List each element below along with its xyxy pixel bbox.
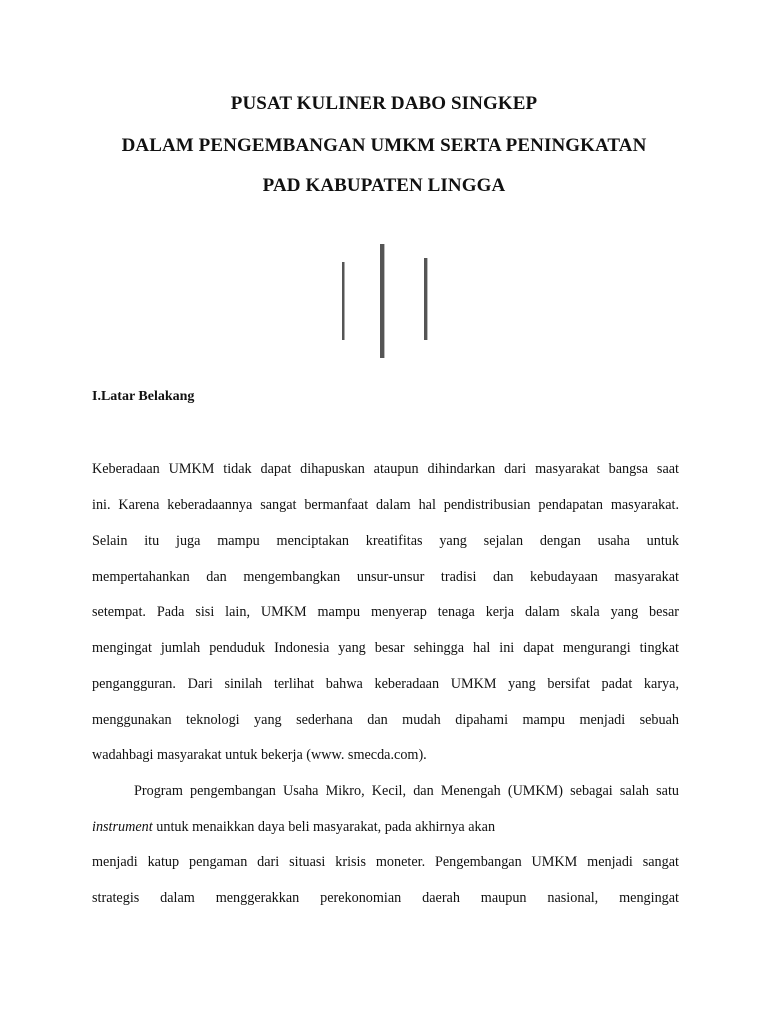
emblem-bar-center (380, 244, 384, 358)
emblem-bar-right-highlight (427, 258, 428, 340)
paragraph-line: pengangguran. Dari sinilah terlihat bahwa keberadaan UMKM yang bersifat padat karya, (92, 676, 679, 692)
paragraph-line: mengingat jumlah penduduk Indonesia yang besar sehingga hal ini dapat mengurangi tingkat (92, 640, 679, 656)
paragraph-line (92, 819, 679, 835)
emblem-bar-center-highlight (384, 244, 385, 358)
paragraph-line: wadahbagi masyarakat untuk bekerja (www. smecda.com). (92, 747, 427, 763)
paragraph-line: ini. Karena keberadaannya sangat bermanfaat dalam hal pendistribusian pendapatan masyarakat. (92, 497, 679, 513)
paragraph-line: mempertahankan dan mengembangkan unsur-unsur tradisi dan kebudayaan masyarakat (92, 569, 679, 585)
title-line-1: PUSAT KULINER DABO SINGKEP (230, 93, 538, 114)
paragraph-line: Program pengembangan Usaha Mikro, Kecil, dan Menengah (UMKM) sebagai salah satu (134, 783, 679, 799)
line-text: untuk menaikkan daya beli masyarakat, pada akhirnya akan (152, 819, 496, 835)
paragraph-line: setempat. Pada sisi lain, UMKM mampu menyerap tenaga kerja dalam skala yang besar (92, 604, 679, 620)
paragraph-line: menggunakan teknologi yang sederhana dan mudah dipahami mampu menjadi sebuah (92, 712, 679, 728)
title-line-3: PAD KABUPATEN LINGGA (262, 175, 506, 196)
italic-term: instrument (92, 819, 153, 835)
paragraph-line: Keberadaan UMKM tidak dapat dihapuskan ataupun dihindarkan dari masyarakat bangsa saat (92, 461, 679, 477)
emblem-bar-right (424, 258, 427, 340)
section-heading: I.Latar Belakang (92, 389, 195, 404)
emblem-bar-left (342, 262, 345, 340)
title-line-2: DALAM PENGEMBANGAN UMKM SERTA PENINGKATAN (121, 135, 647, 156)
paragraph-line: menjadi katup pengaman dari situasi krisis moneter. Pengembangan UMKM menjadi sangat (92, 854, 679, 870)
vertical-bars-emblem-icon (330, 238, 440, 364)
paragraph-line: strategis dalam menggerakkan perekonomian daerah maupun nasional, mengingat (92, 890, 679, 906)
paragraph-line: Selain itu juga mampu menciptakan kreatifitas yang sejalan dengan usaha untuk (92, 533, 679, 549)
